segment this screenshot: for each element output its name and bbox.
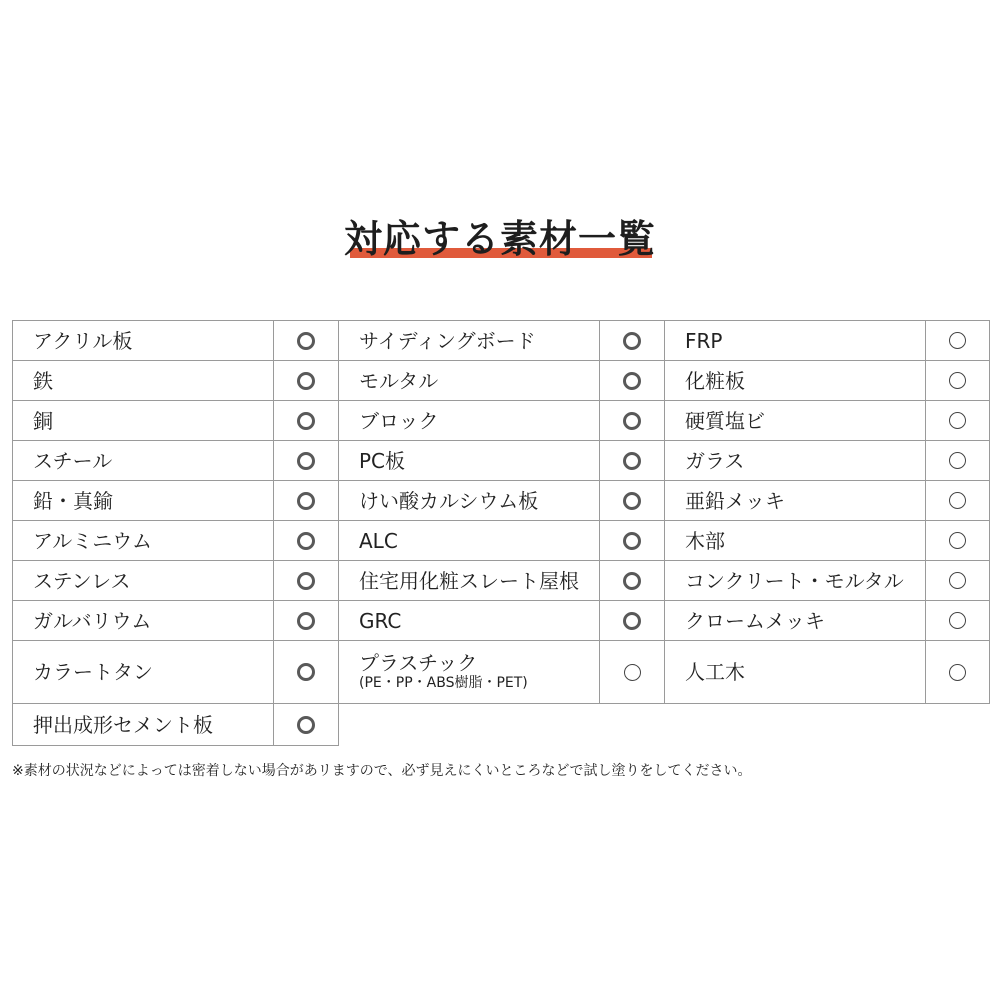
compatibility-mark-cell: [925, 320, 990, 361]
material-name: 住宅用化粧スレート屋根: [359, 568, 579, 593]
double-circle-icon: [623, 572, 641, 590]
material-name-cell: [664, 400, 926, 441]
double-circle-icon: [623, 492, 641, 510]
compatibility-mark-cell: [599, 480, 665, 521]
material-name: コンクリート・モルタル: [685, 568, 904, 593]
compatibility-mark-cell: [925, 640, 990, 704]
compatibility-mark-cell: [599, 560, 665, 601]
circle-icon: [949, 572, 966, 589]
compatibility-mark-cell: [925, 360, 990, 401]
material-name: 化粧板: [685, 368, 745, 393]
circle-icon: [949, 332, 966, 349]
compatibility-mark-cell: [599, 640, 665, 704]
material-name-cell: [338, 600, 600, 641]
circle-icon: [949, 492, 966, 509]
material-name: ガルバリウム: [33, 608, 152, 633]
material-name: 硬質塩ビ: [685, 408, 765, 433]
material-name: 押出成形セメント板: [33, 712, 213, 737]
compatibility-mark-cell: [273, 640, 339, 704]
compatibility-mark-cell: [273, 560, 339, 601]
material-name-cell: [338, 520, 600, 561]
double-circle-icon: [623, 332, 641, 350]
material-name-cell: [664, 600, 926, 641]
compatibility-mark-cell: [599, 400, 665, 441]
compatibility-mark-cell: [925, 400, 990, 441]
double-circle-icon: [623, 532, 641, 550]
double-circle-icon: [623, 612, 641, 630]
compatibility-mark-cell: [599, 320, 665, 361]
material-name-cell: [338, 360, 600, 401]
material-name: FRP: [685, 328, 723, 353]
material-name-cell: [338, 440, 600, 481]
circle-icon: [949, 664, 966, 681]
material-name: ガラス: [685, 448, 745, 473]
material-name: サイディングボード: [359, 328, 536, 353]
circle-icon: [949, 372, 966, 389]
compatibility-mark-cell: [925, 520, 990, 561]
material-name-cell: [12, 360, 274, 401]
double-circle-icon: [297, 572, 315, 590]
compatibility-mark-cell: [925, 440, 990, 481]
material-name: スチール: [33, 448, 113, 473]
material-name: 人工木: [685, 660, 745, 684]
material-name-cell: [664, 640, 926, 704]
page-title-text: 対応する素材一覧: [343, 217, 656, 261]
compatibility-mark-cell: [273, 360, 339, 401]
compatibility-mark-cell: [273, 400, 339, 441]
double-circle-icon: [623, 372, 641, 390]
double-circle-icon: [297, 663, 315, 681]
material-name-cell: [12, 480, 274, 521]
material-name-cell: [338, 320, 600, 361]
material-name: 亜鉛メッキ: [685, 488, 785, 513]
material-name: 鉛・真鍮: [33, 488, 113, 513]
material-name-cell: [664, 480, 926, 521]
material-name-cell: [338, 640, 600, 704]
material-name-cell: [664, 320, 926, 361]
material-name: カラートタン: [33, 660, 153, 684]
double-circle-icon: [297, 492, 315, 510]
double-circle-icon: [297, 332, 315, 350]
compatibility-mark-cell: [599, 440, 665, 481]
material-name: アルミニウム: [33, 528, 152, 553]
material-name-cell: [12, 600, 274, 641]
page-title: [336, 208, 664, 263]
circle-icon: [949, 532, 966, 549]
material-name: 木部: [685, 528, 725, 553]
compatibility-mark-cell: [925, 560, 990, 601]
material-name-cell: [664, 520, 926, 561]
compatibility-mark-cell: [599, 520, 665, 561]
material-name: 鉄: [33, 368, 53, 393]
circle-icon: [949, 452, 966, 469]
compatibility-mark-cell: [925, 480, 990, 521]
material-name-cell: [338, 400, 600, 441]
double-circle-icon: [297, 532, 315, 550]
circle-icon: [949, 412, 966, 429]
double-circle-icon: [297, 612, 315, 630]
footnote: ※素材の状況などによっては密着しない場合があリますので、必ず見えにくいところなどで試し塗りをしてください。: [12, 763, 752, 779]
compatibility-mark-cell: [273, 600, 339, 641]
material-name: けい酸カルシウム板: [359, 488, 539, 513]
material-name-cell: [664, 560, 926, 601]
material-name: プラスチック: [359, 651, 478, 676]
material-name-cell: [12, 320, 274, 361]
double-circle-icon: [297, 716, 315, 734]
double-circle-icon: [623, 412, 641, 430]
compatibility-mark-cell: [273, 440, 339, 481]
material-name-cell: [664, 360, 926, 401]
material-name: 銅: [33, 408, 53, 433]
material-name: PC板: [359, 448, 406, 473]
material-name: GRC: [359, 608, 402, 633]
circle-icon: [949, 612, 966, 629]
material-name-cell: [12, 640, 274, 704]
material-name: ブロック: [359, 408, 439, 433]
material-name-cell: [12, 560, 274, 601]
compatibility-mark-cell: [273, 703, 339, 746]
double-circle-icon: [297, 372, 315, 390]
compatibility-mark-cell: [273, 520, 339, 561]
double-circle-icon: [297, 452, 315, 470]
material-name: アクリル板: [33, 328, 133, 353]
material-name-cell: [664, 440, 926, 481]
circle-icon: [624, 664, 641, 681]
material-name-cell: [12, 400, 274, 441]
material-name-wrap: [339, 652, 528, 691]
material-name-cell: [338, 560, 600, 601]
material-name-sub: (PE・PP・ABS樹脂・PET): [359, 675, 528, 692]
material-name: モルタル: [359, 368, 439, 393]
material-name-cell: [12, 703, 274, 746]
compatibility-mark-cell: [925, 600, 990, 641]
material-name-cell: [12, 440, 274, 481]
double-circle-icon: [297, 412, 315, 430]
double-circle-icon: [623, 452, 641, 470]
material-name: ALC: [359, 528, 398, 553]
material-name: ステンレス: [33, 568, 131, 593]
compatibility-mark-cell: [273, 480, 339, 521]
compatibility-mark-cell: [599, 360, 665, 401]
material-name: クロームメッキ: [685, 608, 825, 633]
compatibility-mark-cell: [273, 320, 339, 361]
compatibility-mark-cell: [599, 600, 665, 641]
material-name-cell: [12, 520, 274, 561]
material-name-cell: [338, 480, 600, 521]
